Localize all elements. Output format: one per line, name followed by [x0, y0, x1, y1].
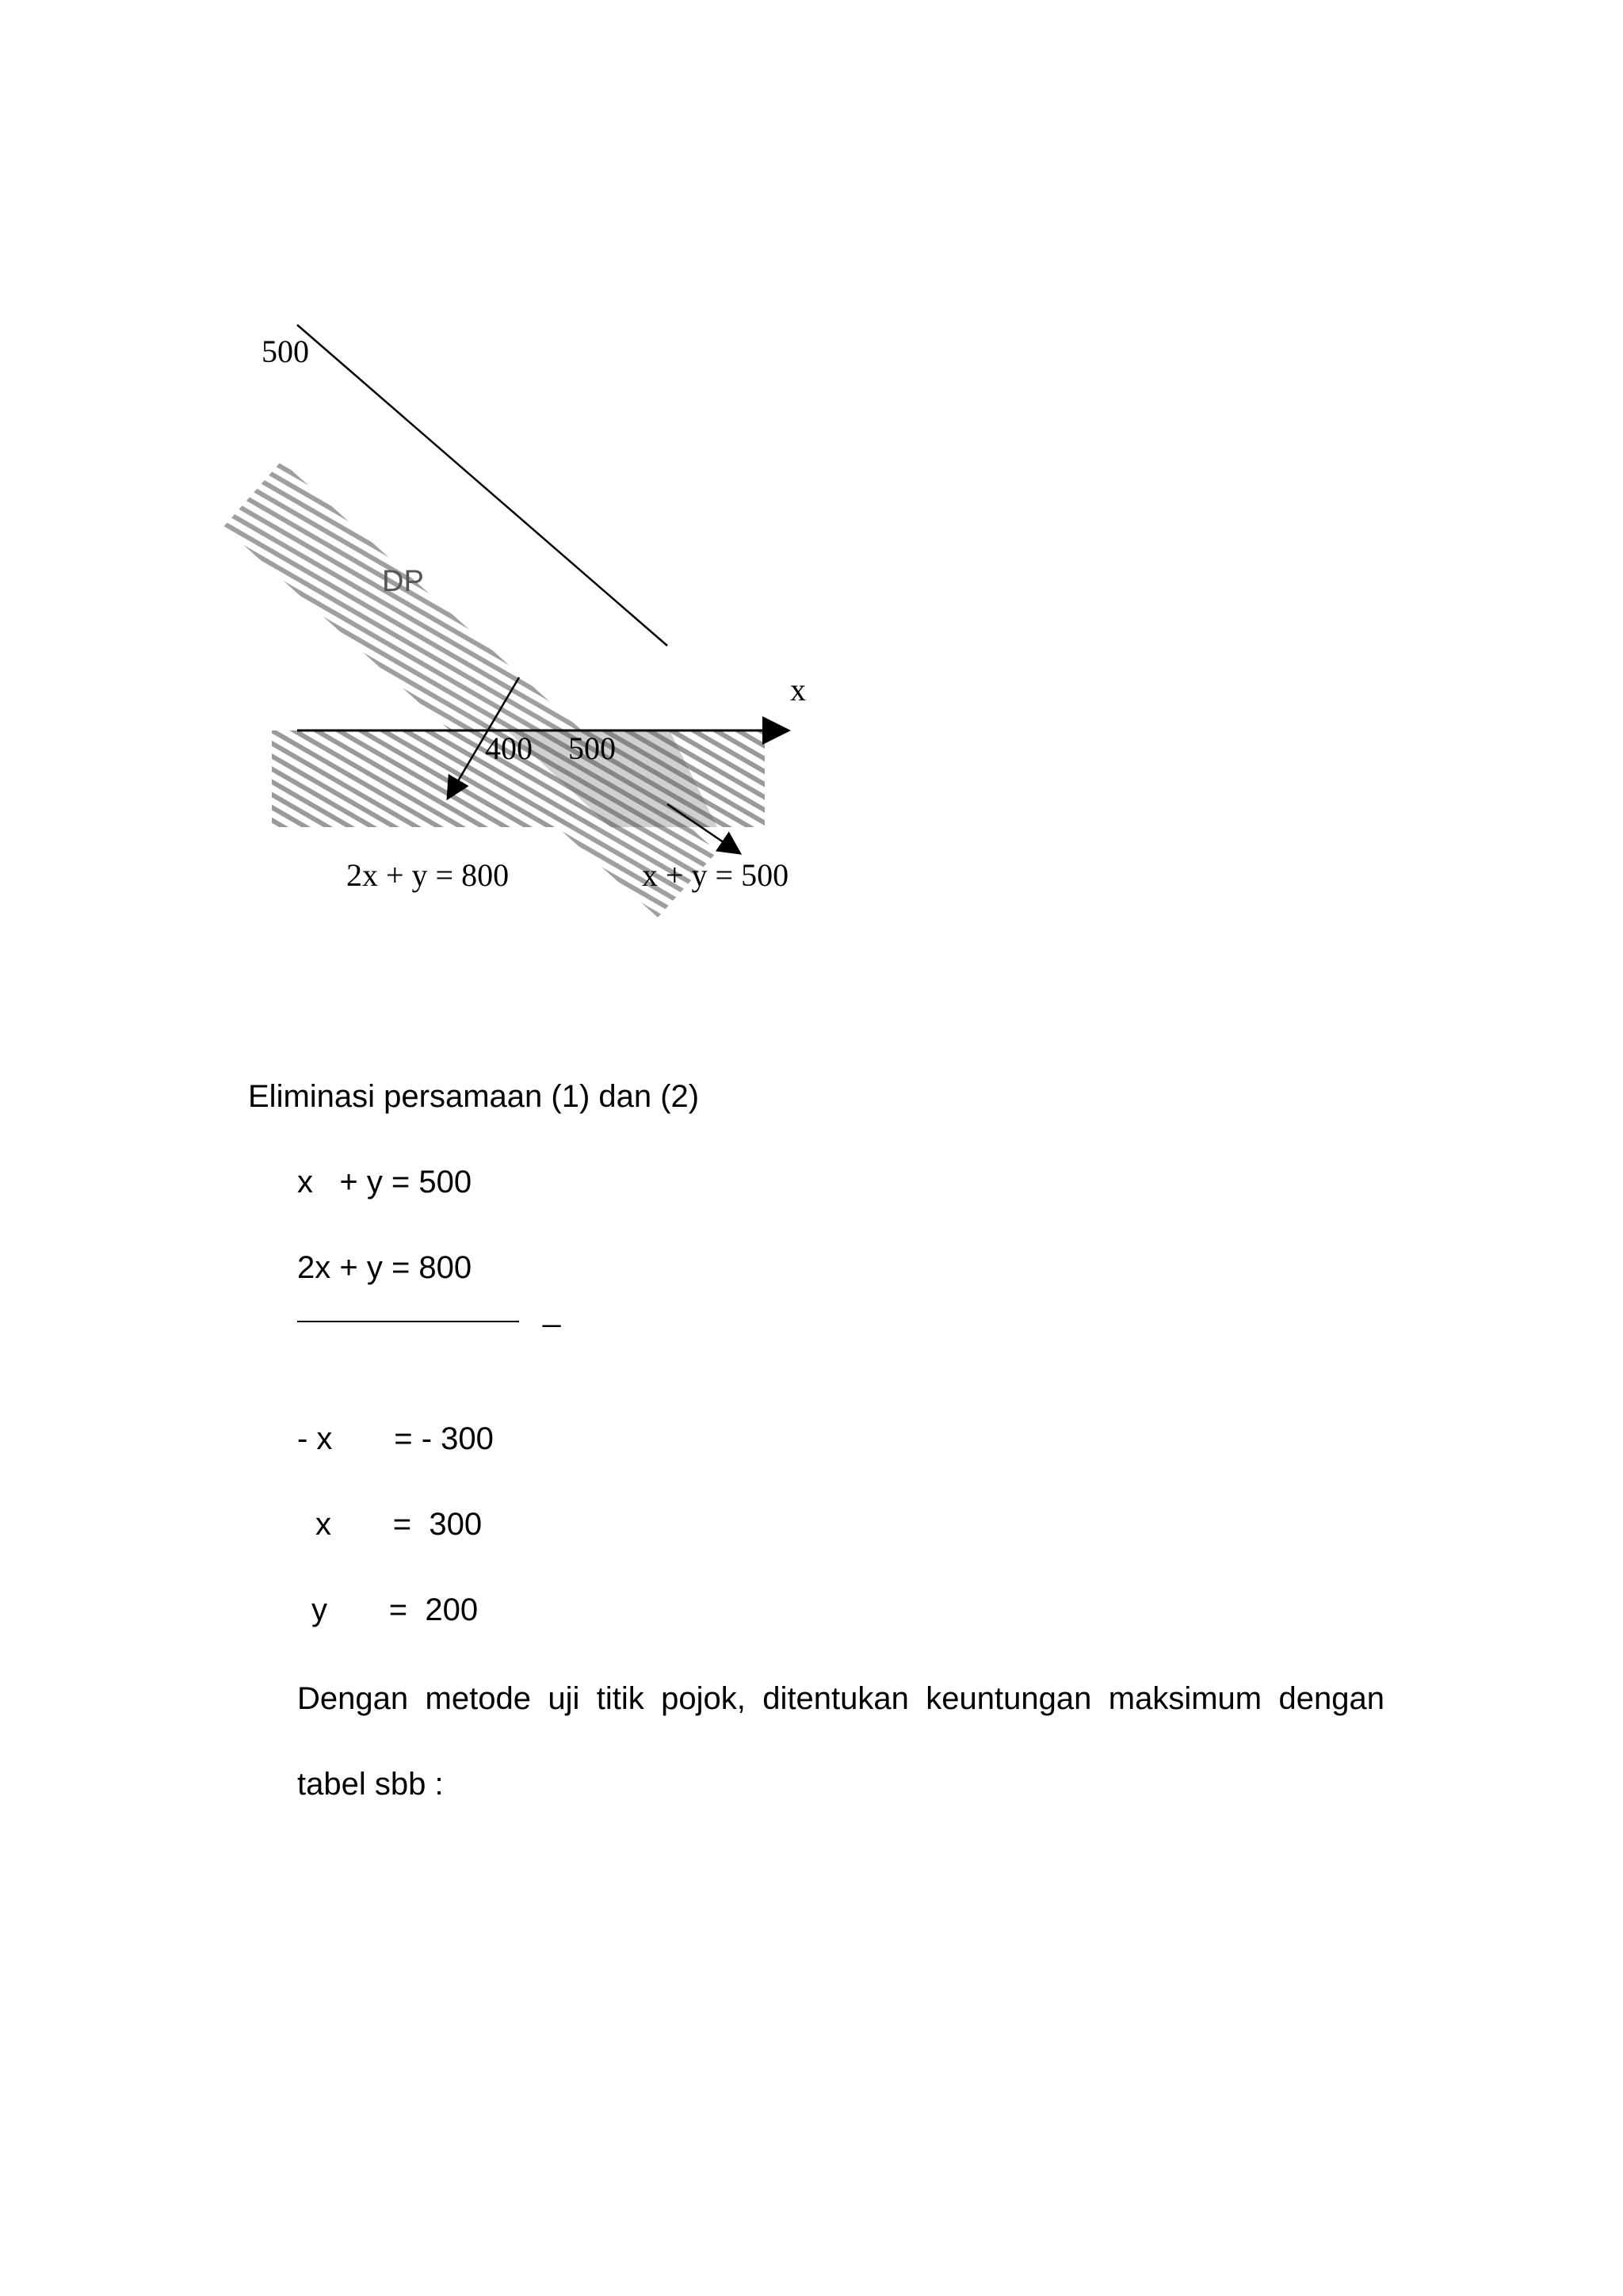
minus-sign: _: [543, 1293, 561, 1328]
equation-label-1: 2x + y = 800: [346, 857, 510, 893]
result-line-3: y = 200: [311, 1592, 479, 1627]
x-tick-label-400: 400: [485, 730, 533, 766]
conclusion-paragraph: Dengan metode uji titik pojok, ditentukan keuntungan maksimum dengan tabel sbb :: [297, 1681, 1384, 1802]
shaded-band-diagonal: [223, 461, 717, 917]
equation-line-2: 2x + y = 800: [297, 1250, 472, 1285]
y-intercept-label: 500: [262, 334, 309, 369]
result-line-1: - x = - 300: [297, 1421, 494, 1456]
x-axis-label: x: [790, 672, 806, 707]
x-tick-label-500: 500: [568, 730, 616, 766]
result-line-2: x = 300: [315, 1507, 483, 1542]
equation-label-2: x + y = 500: [642, 857, 789, 893]
linear-program-diagram: [0, 0, 1623, 951]
elimination-heading: Eliminasi persamaan (1) dan (2): [248, 1079, 700, 1114]
equation-line-1: x + y = 500: [297, 1165, 472, 1199]
subtraction-rule: [297, 1321, 519, 1322]
region-label: DP: [382, 565, 424, 598]
